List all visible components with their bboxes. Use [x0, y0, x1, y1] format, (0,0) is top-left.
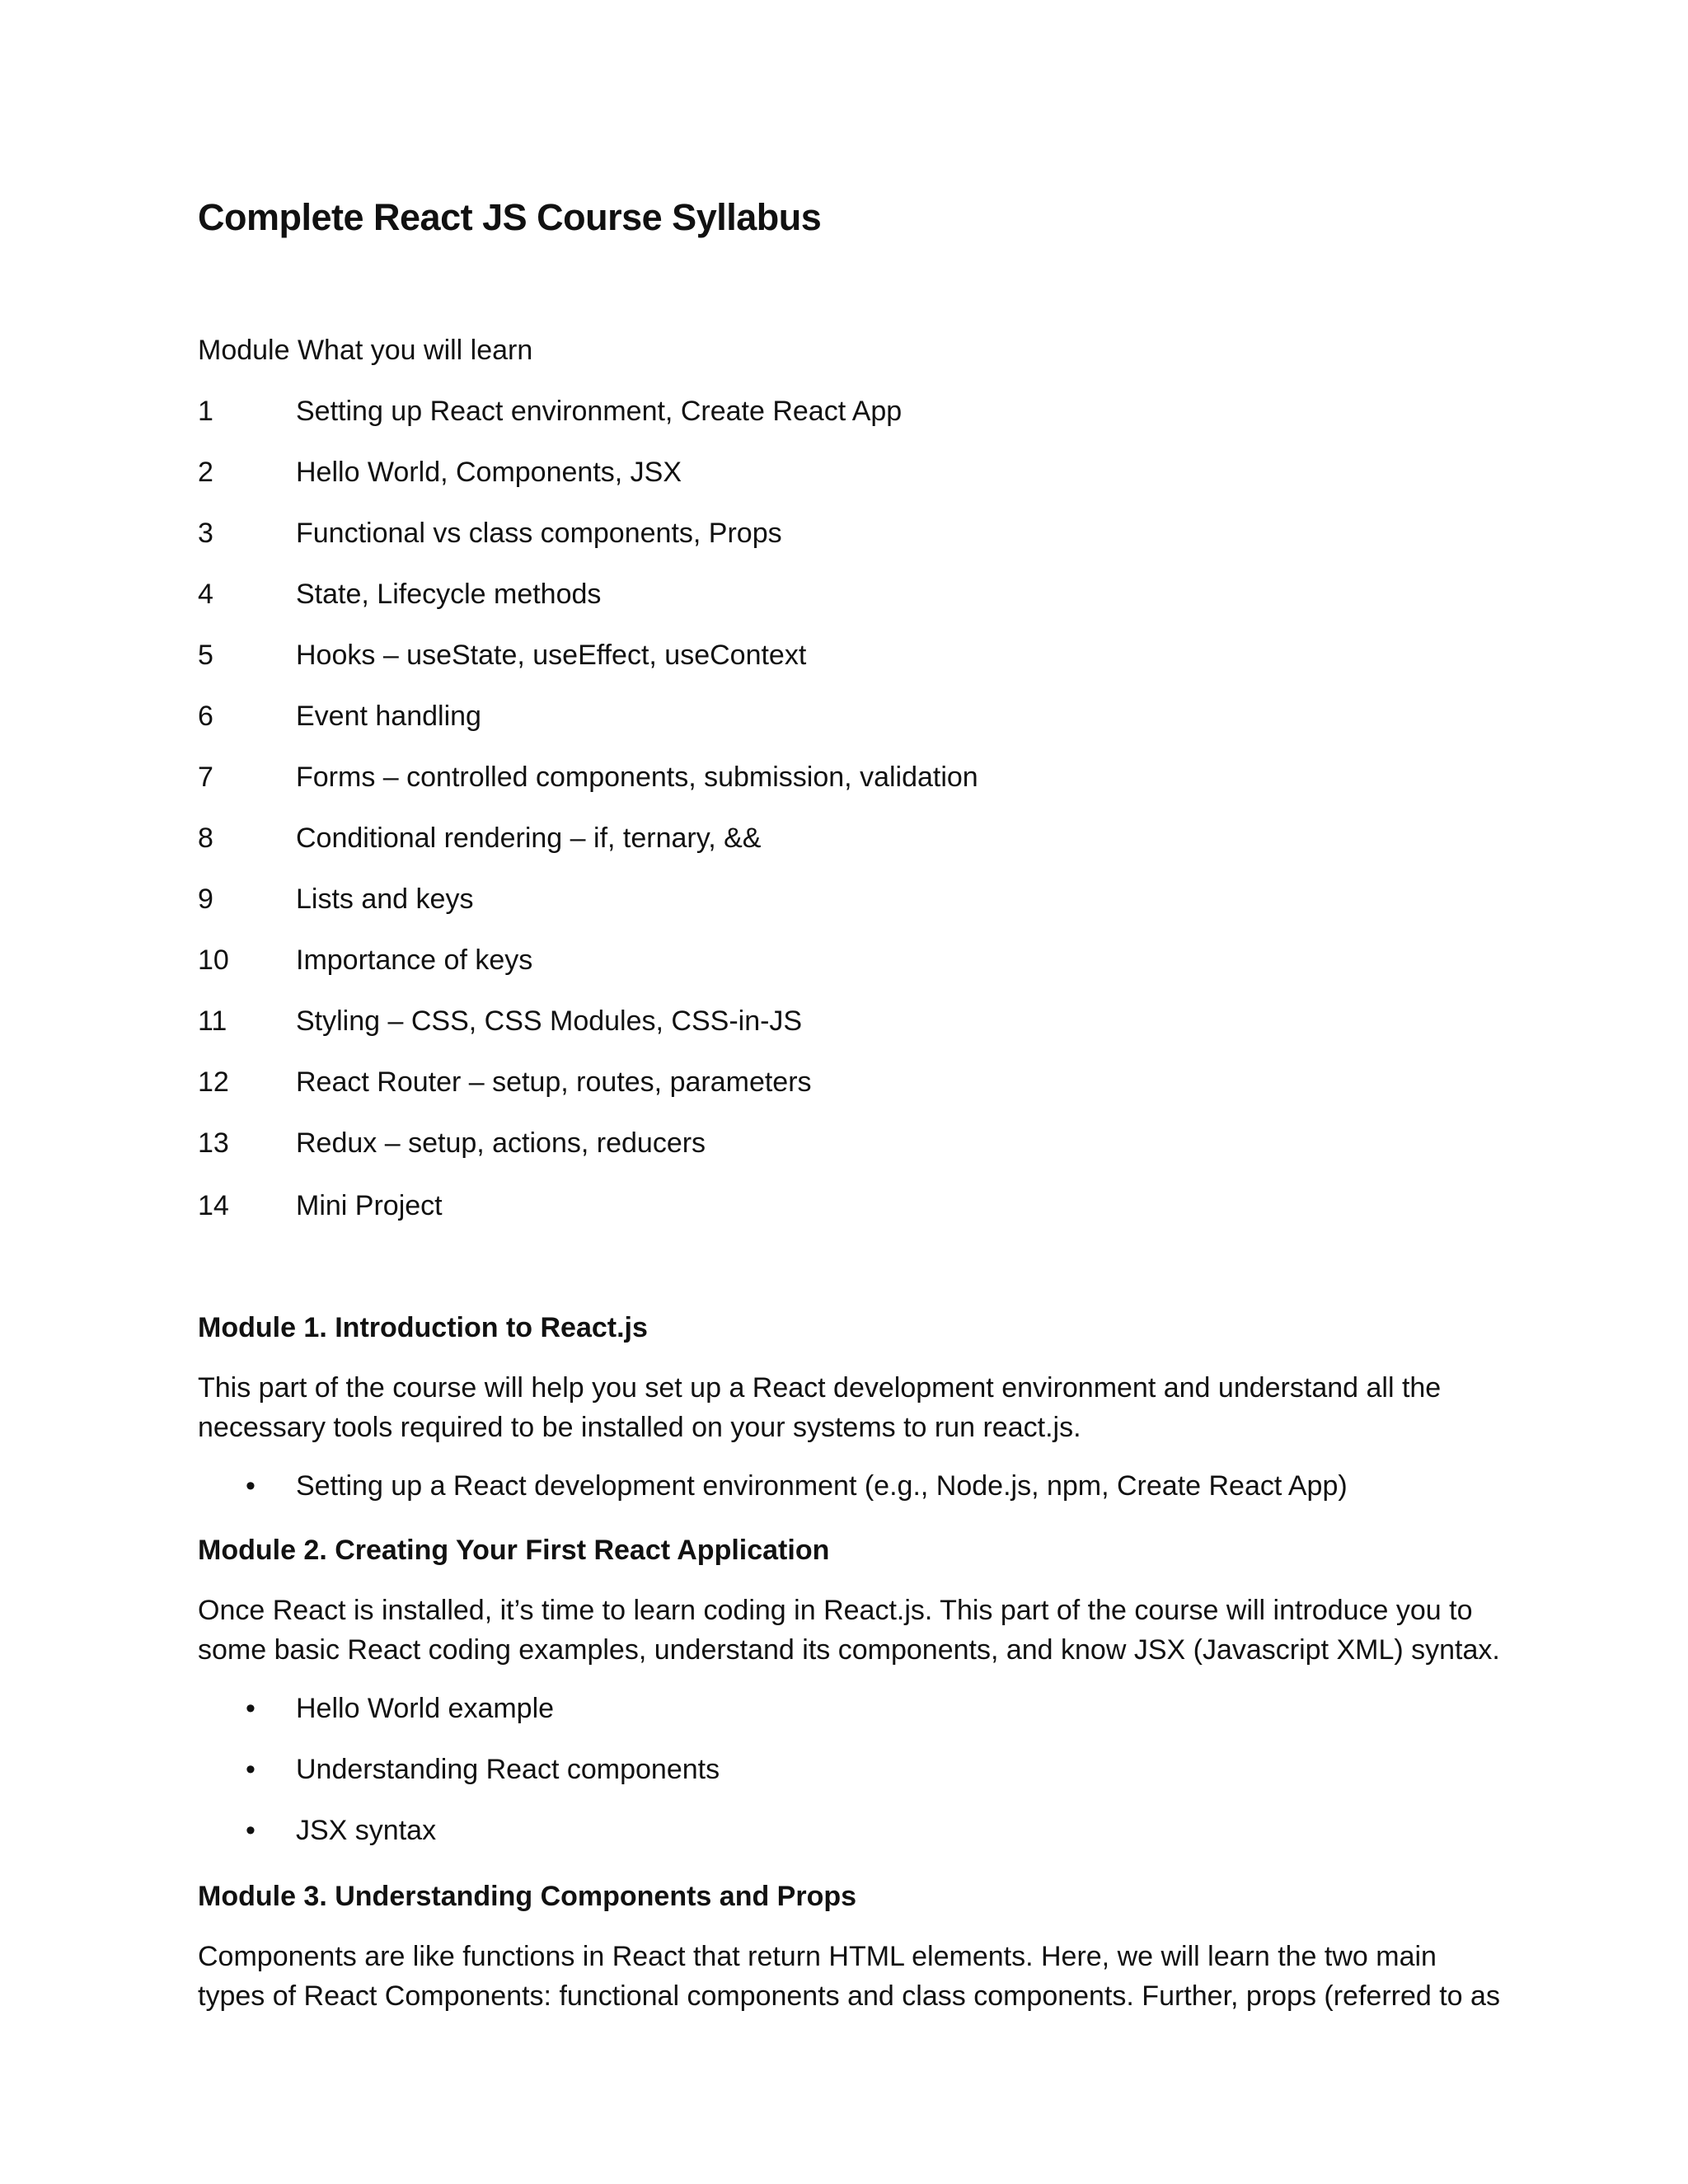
module-number: 7 — [198, 762, 213, 793]
bullet-icon: • — [246, 1470, 256, 1502]
module-topic: Conditional rendering – if, ternary, && — [296, 823, 762, 854]
page-title: Complete React JS Course Syllabus — [198, 196, 822, 238]
module-topic: Setting up React environment, Create React App — [296, 396, 903, 427]
bullet-text: JSX syntax — [296, 1815, 437, 1846]
module-topic: Mini Project — [296, 1190, 443, 1221]
module-number: 14 — [198, 1190, 229, 1221]
syllabus-row — [198, 883, 1434, 920]
bullet-icon: • — [246, 1815, 256, 1846]
syllabus-row — [198, 640, 1434, 676]
syllabus-row — [198, 518, 1434, 554]
module-topic: Styling – CSS, CSS Modules, CSS-in-JS — [296, 1005, 803, 1037]
module-topic: Event handling — [296, 701, 481, 732]
module-number: 1 — [198, 396, 213, 427]
syllabus-row — [198, 762, 1434, 798]
module-number: 2 — [198, 457, 213, 488]
bullet-text: Hello World example — [296, 1693, 555, 1724]
bullet-text: Understanding React components — [296, 1754, 720, 1785]
syllabus-row — [198, 823, 1434, 859]
paragraph-line: necessary tools required to be installed on your systems to run react.js. — [198, 1412, 1081, 1443]
syllabus-row — [198, 1005, 1434, 1042]
syllabus-row — [198, 457, 1434, 493]
syllabus-row — [198, 1190, 1434, 1226]
module-number: 4 — [198, 579, 213, 610]
syllabus-row — [198, 1066, 1434, 1103]
bullet-icon: • — [246, 1693, 256, 1724]
paragraph-line: Components are like functions in React that return HTML elements. Here, we will learn the two main — [198, 1941, 1437, 1972]
module-number: 3 — [198, 518, 213, 549]
module-topic: Importance of keys — [296, 944, 533, 976]
module-number: 5 — [198, 640, 213, 671]
module-topic: Hooks – useState, useEffect, useContext — [296, 640, 807, 671]
module-number: 12 — [198, 1066, 229, 1098]
paragraph-line: Once React is installed, it’s time to learn coding in React.js. This part of the course will introduce you to — [198, 1595, 1473, 1626]
module-2-heading: Module 2. Creating Your First React Application — [198, 1535, 830, 1566]
module-topic: Hello World, Components, JSX — [296, 457, 682, 488]
module-1-paragraph — [198, 1368, 1500, 1447]
syllabus-row — [198, 396, 1434, 432]
module-topic: Functional vs class components, Props — [296, 518, 782, 549]
syllabus-row — [198, 944, 1434, 981]
bullet-icon: • — [246, 1754, 256, 1785]
module-topic: React Router – setup, routes, parameters — [296, 1066, 812, 1098]
paragraph-line: some basic React coding examples, understand its components, and know JSX (Javascript XML) syntax. — [198, 1634, 1500, 1666]
module-topic: State, Lifecycle methods — [296, 579, 602, 610]
module-number: 13 — [198, 1127, 229, 1159]
paragraph-line: This part of the course will help you set up a React development environment and understand all the — [198, 1372, 1442, 1404]
module-3-paragraph — [198, 1937, 1500, 2016]
bullet-text: Setting up a React development environment (e.g., Node.js, npm, Create React App) — [296, 1470, 1348, 1502]
module-number: 9 — [198, 883, 213, 915]
module-1-heading: Module 1. Introduction to React.js — [198, 1312, 648, 1343]
module-number: 10 — [198, 944, 229, 976]
module-topic: Lists and keys — [296, 883, 474, 915]
paragraph-line: types of React Components: functional components and class components. Further, props (referred to as — [198, 1980, 1500, 2012]
module-topic: Forms – controlled components, submission, validation — [296, 762, 978, 793]
module-number: 6 — [198, 701, 213, 732]
syllabus-row — [198, 701, 1434, 737]
module-3-heading: Module 3. Understanding Components and Props — [198, 1881, 857, 1912]
module-2-paragraph — [198, 1591, 1500, 1670]
module-number: 11 — [198, 1005, 227, 1037]
syllabus-row — [198, 579, 1434, 615]
syllabus-table-header: Module What you will learn — [198, 335, 533, 366]
module-topic: Redux – setup, actions, reducers — [296, 1127, 706, 1159]
module-number: 8 — [198, 823, 213, 854]
syllabus-row — [198, 1127, 1434, 1164]
